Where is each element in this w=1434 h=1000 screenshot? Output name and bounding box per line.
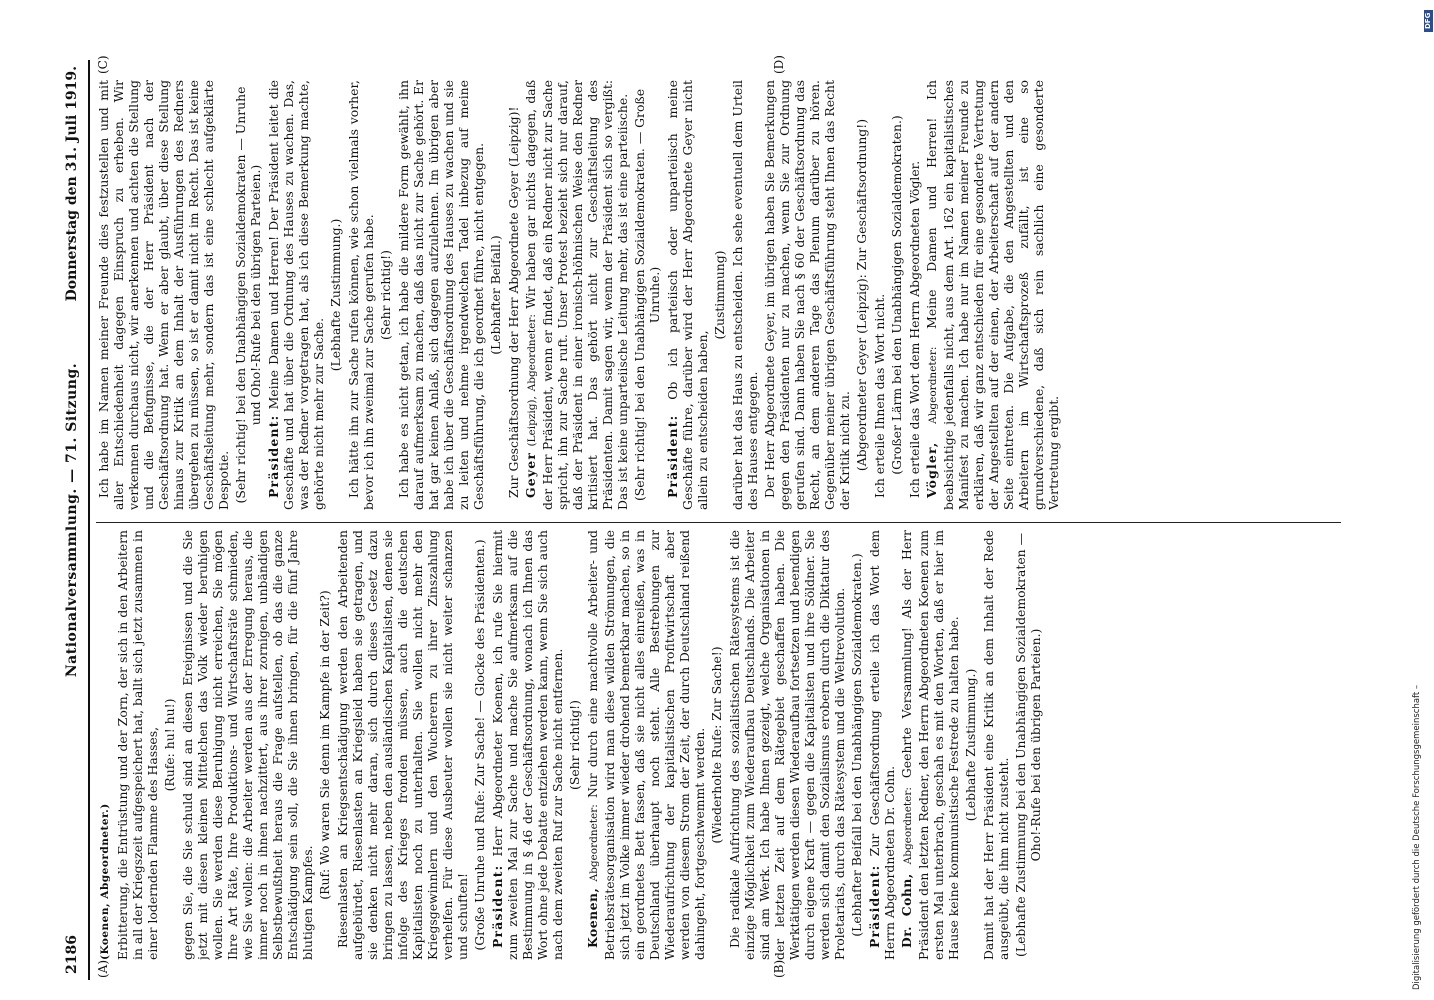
- section-marker-d: (D): [772, 55, 786, 74]
- speaker-head: (Koenen, Abgeordneter.): [99, 803, 111, 960]
- statement-text: Zur Geschäftsordnung erteile ich das Wort dem Herrn Abgeordneten Dr. Cohn.: [867, 530, 897, 960]
- paragraph: Ich habe im Namen meiner Freunde dies festzustellen und mit aller Entschiedenheit dagegen Einspruch zu erheben. Wir verkennen durchaus nicht, wir anerkennen und achten die Stellung und die Befugnisse, die der Herr Präsident nach der Geschäftsordnung hat. Wenn er aber glaubt, über diese Stellung hinaus zur Kritik an dem Inhalt der Ausführungen des Redners übergehen zu müssen, so ist er damit nicht im Recht. Das ist keine Geschäftsleitung mehr, sondern das ist eine schlecht aufgeklärte Despotie.: [96, 80, 231, 510]
- interjection: (Sehr richtig!): [378, 250, 393, 340]
- interjection: (Sehr richtig!): [567, 700, 582, 790]
- interjection: (Ruf: Wo waren Sie denn im Kampfe in der Zeit?): [317, 590, 332, 900]
- section-marker-b: (B): [772, 959, 786, 978]
- interjection: (Lebhafte Zustimmung.): [963, 668, 978, 822]
- president-statement: [665, 80, 710, 510]
- right-column: [96, 80, 1341, 510]
- paragraph: gegen Sie, die Sie schuld sind an diesen Ereignissen und die Sie jetzt mit diesen kleinen Mittelchen das Volk wieder beruhigen wollen. Sie werden diese Beruhigung nicht erreichen, Sie mögen Ihre Art Räte, Ihre Produktions- und Wirtschaftsräte schmieden, wie Sie wollen: die Arbeiter werden aus der Erregung heraus, die immer noch in ihnen nachzittert, aus ihrer zornigen, unbändigen Selbstbewußtheit heraus die Frage aufstellen, ob das die ganze Entschädigung sein soll, die Sie ihnen bringen, für die fünf Jahre blutigen Kampfes.: [180, 530, 315, 960]
- interjection: (Große Unruhe und Rufe: Zur Sache! — Glocke des Präsidenten.): [472, 539, 487, 951]
- paragraph: Ich erteile das Wort dem Herrn Abgeordneten Vögler.: [907, 160, 922, 498]
- dfg-logo: DFG: [1424, 10, 1433, 32]
- interjection: (Wiederholte Rufe: Zur Sache!): [709, 646, 724, 844]
- paragraph: Ich hätte ihn zur Sache rufen können, wie schon vielmals vorher, bevor ich ihn zweimal zur Sache gerufen habe.: [346, 80, 376, 510]
- rotated-document-page: [60, 55, 1350, 980]
- speaker-role: Abgeordneter:: [588, 804, 600, 882]
- statement-text: Geehrte Versammlung! Als der Herr Präsident den letzten Redner, den Herrn Abgeordneten Koenen zum ersten Mal unterbrach, geschah es mit den Worten, daß er hier im Hause keine kommunistische Festrede zu halten habe.: [899, 530, 961, 960]
- interjection: (Großer Lärm bei den Unabhängigen Sozialdemokraten.): [889, 115, 904, 475]
- speaker-role: Abgeordneter:: [927, 346, 939, 424]
- statement-text: Nur durch eine machtvolle Arbeiter- und Betriebsrätesorganisation wird man diese wilden Strömungen, die sich jetzt im Volke immer wieder drohend bemerkbar machen, so in ein geordnetes Bett fassen, daß sie nicht alles einreißen, was in Deutschland überhaupt noch steht. Alle Bestrebungen zur Wiederaufrichtung der kapitalistischen Profitwirtschaft aber werden von diesem Strom der Zeit, der durch Deutschland reißend dahingeht, fortgeschwemmt werden.: [585, 530, 707, 960]
- statement-text: Herr Abgeordneter Koenen, ich rufe Sie hiermit zum zweiten Mal zur Sache und mache Sie aufmerksam auf die Bestimmung in § 46 der Geschäftsordnung, wonach ich Ihnen das Wort ohne jede Debatte entziehen werden kann, wenn Sie sich auch nach dem zweiten Ruf zur Sache nicht entfernen.: [490, 530, 565, 960]
- speaker-label: Präsident:: [665, 414, 680, 498]
- statement-text: Wir haben gar nichts dagegen, daß der Herr Präsident, wenn er findet, daß ein Redner nicht zur Sache spricht, ihn zur Sache ruft. Unser Protest bezieht sich nur darauf, daß der Präsident in einer ironisch-höhnischen Weise den Redner kritisiert hat. Das gehört nicht zur Geschäftsleitung des Präsidenten. Damit sagen wir, wenn der Präsident sich so vergißt: Das ist keine unparteiische Leitung mehr, das ist eine parteiische.: [523, 80, 630, 510]
- page-header: [60, 60, 90, 980]
- text-columns: [96, 55, 1341, 980]
- president-statement: [490, 530, 565, 960]
- interjection: (Abgeordneter Geyer (Leipzig): Zur Geschäftsordnung!): [854, 118, 869, 472]
- statement-text: Meine Damen und Herren! Der Präsident leitet die Geschäfte und hat über die Ordnung des Hauses zu wachen. Das, was der Redner vorgetragen hat, als ich diese Bemerkung machte, gehörte nicht mehr zur Sache.: [266, 80, 326, 510]
- geyer-statement: [523, 80, 630, 510]
- digitization-credit: Digitalisierung gefördert durch die Deutsche Forschungsgemeinschaft –: [1412, 684, 1422, 990]
- paragraph: Ich erteile Ihnen das Wort nicht.: [872, 293, 887, 498]
- section-marker-c: (C): [96, 55, 110, 74]
- president-statement: [266, 80, 326, 510]
- left-column: [96, 530, 1341, 960]
- speaker-label: Präsident:: [867, 864, 882, 948]
- interjection: (Lebhafte Zustimmung.): [328, 218, 343, 372]
- koenen-statement: [585, 530, 707, 960]
- interjection: (Lebhafter Beifall.): [488, 235, 503, 355]
- speaker-label: Geyer: [523, 451, 538, 498]
- interjection: (Zustimmung): [712, 250, 727, 340]
- paragraph: Damit hat der Herr Präsident eine Kritik an dem Inhalt der Rede ausgeübt, die ihm nicht zusteht.: [981, 530, 1011, 960]
- interjection: (Rufe: hu! hu!): [162, 698, 177, 792]
- column-divider: [96, 522, 1341, 523]
- page-number: 2186: [64, 935, 80, 974]
- speaker-label: Vögler,: [924, 441, 939, 498]
- paragraph: Zur Geschäftsordnung der Herr Abgeordnete Geyer (Leipzig)!: [506, 106, 521, 498]
- paragraph: darüber hat das Haus zu entscheiden. Ich sehe eventuell dem Urteil des Hauses entgegen.: [730, 80, 760, 510]
- interjection: (Sehr richtig! bei den Unabhängigen Sozialdemokraten. — Große Unruhe.): [632, 88, 662, 502]
- interjection: (Sehr richtig! bei den Unabhängigen Sozialdemokraten — Unruhe und Oho!-Rufe bei den übrigen Parteien.): [233, 86, 263, 504]
- speaker-label: Präsident:: [490, 864, 505, 948]
- statement-text: Ob ich parteiisch oder unparteiisch meine Geschäfte führe, darüber wird der Herr Abgeordnete Geyer nicht allein zu entscheiden haben,: [665, 80, 710, 510]
- speaker-role: (Leipzig), Abgeordneter:: [526, 314, 538, 447]
- cohn-statement: [899, 530, 961, 960]
- voegler-statement: [924, 80, 1061, 510]
- president-statement: [867, 530, 897, 960]
- interjection: (Lebhafter Beifall bei den Unabhängigen Sozialdemokraten.): [849, 553, 864, 937]
- page-date: Donnerstag den 31. Juli 1919.: [64, 66, 80, 302]
- speaker-label: Koenen,: [585, 887, 600, 948]
- speaker-label: Dr. Cohn,: [899, 873, 914, 948]
- page-title: Nationalversammlung. — 71. Sitzung.: [64, 362, 80, 678]
- interjection: (Lebhafte Zustimmung bei den Unabhängigen Sozialdemokraten — Oho!-Rufe bei den übrigen Parteien.): [1013, 533, 1043, 957]
- paragraph: Der Herr Abgeordnete Geyer, im übrigen haben Sie Bemerkungen gegen den Präsidenten nur zu machen, wenn Sie zur Ordnung gerufen sind. Dann haben Sie nach § 60 der Geschäftsordnung das Recht, an dem anderen Tage das Plenum darüber zu hören. Gegenüber meiner übrigen Geschäftsführung steht Ihnen das Recht der Kritik nicht zu.: [762, 80, 852, 510]
- statement-text: Meine Damen und Herren! Ich beabsichtige jedenfalls nicht, aus dem Art. 162 ein kapitalistisches Manifest zu machen. Ich habe nur im Namen meiner Freunde zu erklären, daß wir ganz entschieden für eine gesonderte Vertretung der Angestellten auf der einen, der Arbeiterschaft auf der andern Seite eintreten. Die Aufgabe, die den Angestellten und den Arbeitern im Wirtschaftsprozeß zufällt, ist eine so grundverschiedene, daß sich rein sachlich eine gesonderte Vertretung ergibt.: [924, 80, 1061, 510]
- paragraph: Die radikale Aufrichtung des sozialistischen Rätesystems ist die einzige Möglichkeit zum Wiederaufbau Deutschlands. Die Arbeiter sind am Werk. Ich habe Ihnen gezeigt, welche Organisationen in der letzten Zeit auf dem Rätegebiet geschaffen haben. Die Werktätigen werden diesen Wiederaufbau fortsetzen und beendigen durch eigene Kraft — gegen die Kapitalisten und ihre Söldner. Sie werden sich damit den Sozialismus erobern durch die Diktatur des Proletariats, durch das Rätesystem und die Weltrevolution.: [727, 530, 847, 960]
- paragraph: Riesenlasten an Kriegsentschädigung werden den Arbeitenden aufgebürdet, Riesenlasten an Kriegsleid haben sie getragen, und sie denken nicht mehr daran, sich durch dieses Gesetz dazu bringen zu lassen, neben den ausländischen Kapitalisten, denen sie infolge des Krieges fronden müssen, auch die deutschen Kapitalisten noch zu unterhalten. Sie wollen nicht mehr den Kriegsgewinnlern und den Wucherern zu ihrer Zinszahlung verhelfen. Für diese Ausbeuter wollen sie nicht weiter schanzen und schuften!: [335, 530, 470, 960]
- paragraph: Erbitterung, die Entrüstung und der Zorn, der sich in den Arbeitern in all der Kriegszeit aufgespeichert hat, ballt sich jetzt zusammen in einer lodernden Flamme des Hasses,: [115, 530, 160, 960]
- speaker-label: Präsident:: [266, 414, 281, 498]
- paragraph: Ich habe es nicht getan, ich habe die mildere Form gewählt, ihn darauf aufmerksam zu machen, daß das nicht zur Sache gehört. Er hat gar keinen Anlaß, sich dagegen aufzulehnen. Im übrigen aber habe ich über die Geschäftsordnung des Hauses zu wachen und sie zu leiten und nehme irgendwelchen Tadel inbezug auf meine Geschäftsführung, die ich geordnet führe, nicht entgegen.: [396, 80, 486, 510]
- section-marker-a: (A): [96, 959, 110, 978]
- speaker-role: Abgeordneter:: [902, 787, 914, 865]
